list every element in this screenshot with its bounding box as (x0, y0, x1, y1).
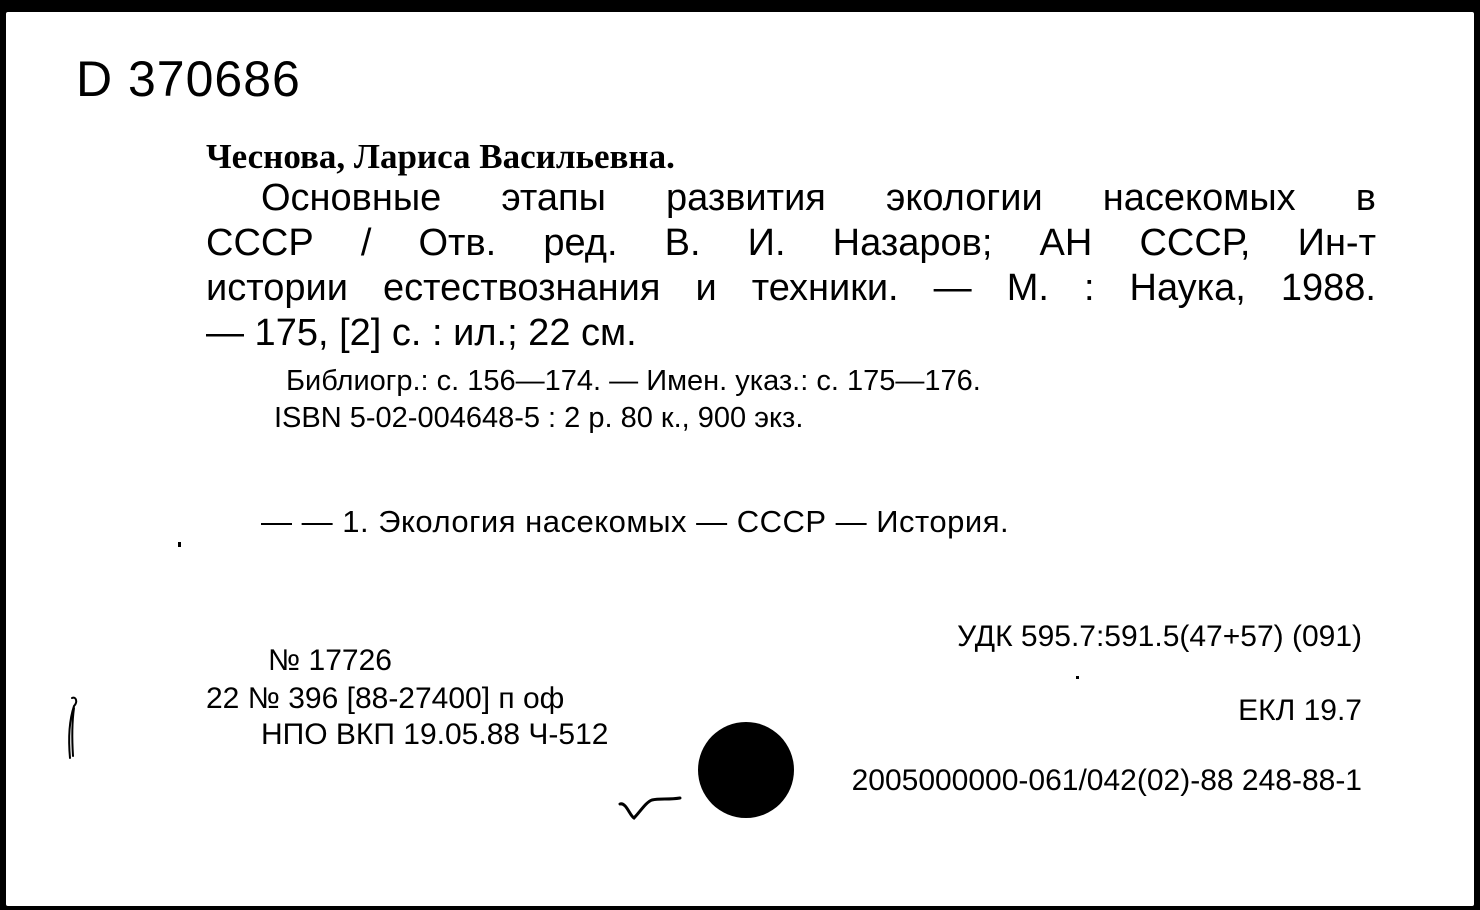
word: СССР (206, 222, 314, 264)
dust-speck (1076, 676, 1079, 679)
word: и (695, 267, 717, 309)
word: этапы (501, 177, 606, 219)
word: насекомых (1102, 177, 1296, 219)
inventory-number: № 17726 (268, 644, 392, 677)
isbn-note: ISBN 5-02-004648-5 : 2 р. 80 к., 900 экз. (274, 402, 804, 434)
printer-line: НПО ВКП 19.05.88 Ч-512 (261, 718, 609, 751)
library-catalog-card (6, 12, 1474, 906)
bibliographic-description-line (206, 222, 1376, 265)
word: экологии (885, 177, 1043, 219)
control-code: 2005000000-061/042(02)-88 248-88-1 (851, 764, 1362, 797)
word: естествознания (382, 267, 661, 309)
word: техники. (751, 267, 899, 309)
subject-heading: — — 1. Экология насекомых — СССР — История. (261, 504, 1010, 539)
physical-description: — 175, [2] с. : ил.; 22 см. (206, 312, 637, 354)
word: / (360, 222, 372, 264)
bibliographic-description-line (261, 177, 1376, 220)
handwritten-pencil-mark (58, 692, 88, 764)
word: СССР, (1139, 222, 1251, 264)
word: И. (747, 222, 786, 264)
word: Назаров; (832, 222, 993, 264)
word: ред. (543, 222, 618, 264)
author-heading: Чеснова, Лариса Васильевна. (206, 137, 675, 176)
word: — (933, 267, 972, 309)
ekl-classification: ЕКЛ 19.7 (1238, 694, 1362, 727)
word: В. (664, 222, 701, 264)
word: в (1355, 177, 1376, 219)
udc-classification: УДК 595.7:591.5(47+57) (091) (957, 620, 1362, 653)
call-number: D 370686 (76, 51, 301, 107)
word: Отв. (418, 222, 497, 264)
word: Основные (261, 177, 442, 219)
word: Наука, (1129, 267, 1246, 309)
word: АН (1039, 222, 1093, 264)
handwritten-tick-mark (616, 782, 686, 822)
order-number: 22 № 396 [88-27400] п оф (206, 682, 565, 715)
word: 1988. (1280, 267, 1376, 309)
word: М. (1006, 267, 1049, 309)
word: : (1083, 267, 1095, 309)
word: развития (665, 177, 826, 219)
bibliography-note: Библиогр.: с. 156—174. — Имен. указ.: с. 175—176. (286, 365, 981, 397)
bibliographic-description-line (206, 267, 1376, 310)
word: Ин-т (1297, 222, 1376, 264)
word: истории (206, 267, 348, 309)
dust-speck (178, 542, 181, 547)
card-punch-hole (698, 722, 794, 818)
